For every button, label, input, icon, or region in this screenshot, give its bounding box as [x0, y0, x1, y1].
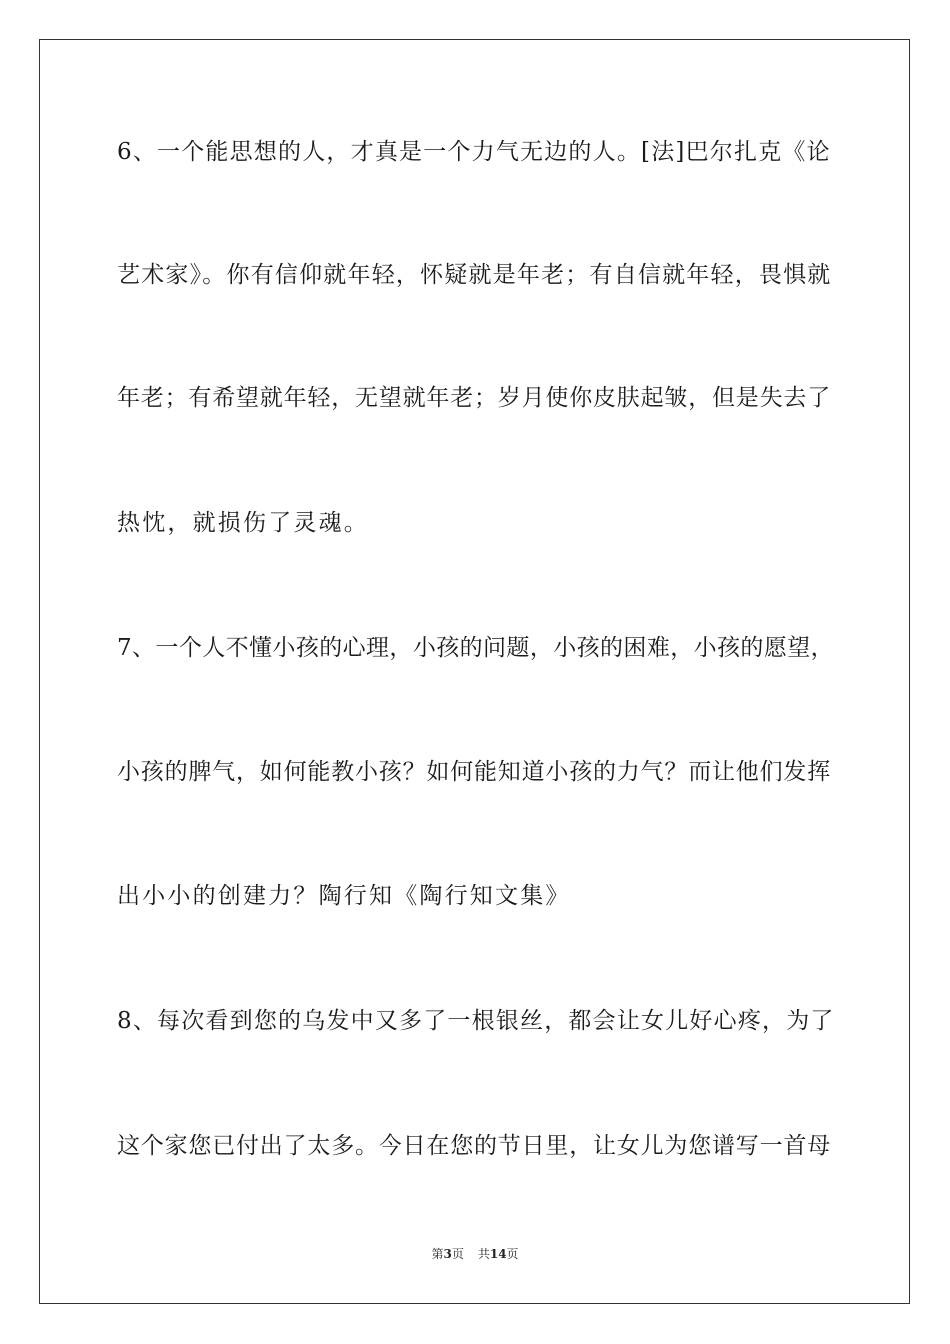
- footer-total-prefix: 共: [477, 1247, 490, 1261]
- text-line-5: 7、一个人不懂小孩的心理，小孩的问题，小孩的困难，小孩的愿望，: [117, 635, 835, 661]
- text-line-6: 小孩的脾气，如何能教小孩？如何能知道小孩的力气？而让他们发挥: [117, 759, 831, 785]
- text-line-7: 出小小的创建力？陶行知《陶行知文集》: [117, 883, 571, 909]
- page-border: [39, 39, 910, 1304]
- footer-total-pages: 14: [489, 1247, 507, 1261]
- footer-total-suffix: 页: [506, 1247, 519, 1261]
- text-line-3: 年老；有希望就年轻，无望就年老；岁月使你皮肤起皱，但是失去了: [117, 385, 831, 411]
- text-line-8: 8、每次看到您的乌发中又多了一根银丝，都会让女儿好心疼，为了: [117, 1008, 835, 1034]
- footer-page-number: 3: [443, 1247, 452, 1261]
- page-footer: [0, 1246, 950, 1262]
- text-line-4: 热忱，就损伤了灵魂。: [117, 510, 369, 536]
- text-line-9: 这个家您已付出了太多。今日在您的节日里，让女儿为您谱写一首母: [117, 1133, 831, 1159]
- text-line-1: 6、一个能思想的人，才真是一个力气无边的人。[法]巴尔扎克《论: [117, 139, 831, 165]
- text-line-2: 艺术家》。你有信仰就年轻，怀疑就是年老；有自信就年轻，畏惧就: [117, 262, 832, 288]
- footer-page-suffix: 页: [451, 1247, 464, 1261]
- footer-page-prefix: 第: [431, 1247, 444, 1261]
